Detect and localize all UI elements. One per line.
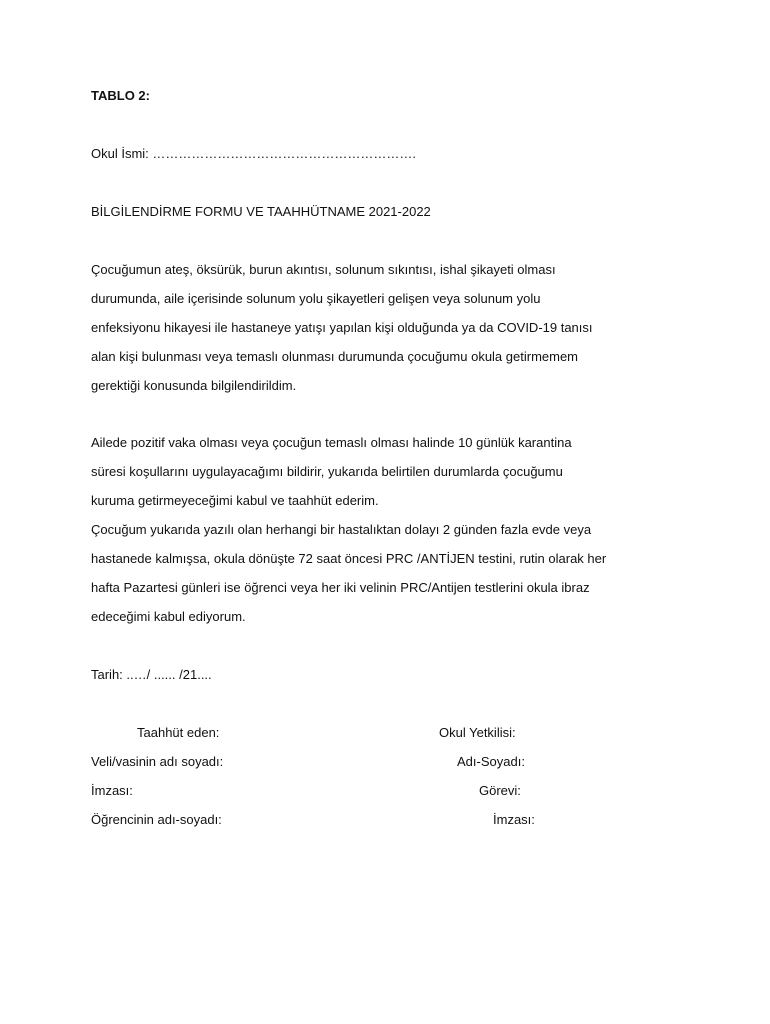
paragraph-line: gerektiği konusunda bilgilendirildim.	[91, 378, 297, 393]
official-position-label: Görevi:	[479, 783, 521, 798]
paragraph-line: edeceğimi kabul ediyorum.	[91, 609, 246, 624]
official-name-label: Adı-Soyadı:	[457, 754, 525, 769]
student-name-label: Öğrencinin adı-soyadı:	[91, 812, 222, 827]
official-signature-label: İmzası:	[493, 812, 535, 827]
date-line: Tarih: ..…/ ...... /21....	[91, 667, 212, 682]
parent-name-label: Veli/vasinin adı soyadı:	[91, 754, 224, 769]
school-name-line: Okul İsmi: …………………………………………………….	[91, 146, 417, 161]
paragraph-line: süresi koşullarını uygulayacağımı bildirir, yukarıda belirtilen durumlarda çocuğumu	[91, 464, 563, 479]
paragraph-line: Çocuğumun ateş, öksürük, burun akıntısı, solunum sıkıntısı, ishal şikayeti olması	[91, 262, 556, 277]
paragraph-line: alan kişi bulunması veya temaslı olunması durumunda çocuğumu okula getirmemem	[91, 349, 579, 364]
paragraph-line: Ailede pozitif vaka olması veya çocuğun temaslı olması halinde 10 günlük karantina	[91, 435, 572, 450]
paragraph-line: Çocuğum yukarıda yazılı olan herhangi bir hastalıktan dolayı 2 günden fazla evde veya	[91, 522, 592, 537]
paragraph-line: kuruma getirmeyeceğimi kabul ve taahhüt ederim.	[91, 493, 379, 508]
paragraph-line: enfeksiyonu hikayesi ile hastaneye yatışı yapılan kişi olduğunda ya da COVID-19 tanısı	[91, 320, 593, 335]
school-official-heading: Okul Yetkilisi:	[439, 725, 516, 740]
table-label: TABLO 2:	[91, 88, 150, 103]
parent-signature-label: İmzası:	[91, 783, 133, 798]
form-title: BİLGİLENDİRME FORMU VE TAAHHÜTNAME 2021-2022	[91, 204, 431, 219]
paragraph-line: durumunda, aile içerisinde solunum yolu şikayetleri gelişen veya solunum yolu	[91, 291, 541, 306]
paragraph-line: hastanede kalmışsa, okula dönüşte 72 saat öncesi PRC /ANTİJEN testini, rutin olarak her	[91, 551, 607, 566]
paragraph-line: hafta Pazartesi günleri ise öğrenci veya her iki velinin PRC/Antijen testlerini okula ibraz	[91, 580, 590, 595]
pledger-heading: Taahhüt eden:	[137, 725, 220, 740]
